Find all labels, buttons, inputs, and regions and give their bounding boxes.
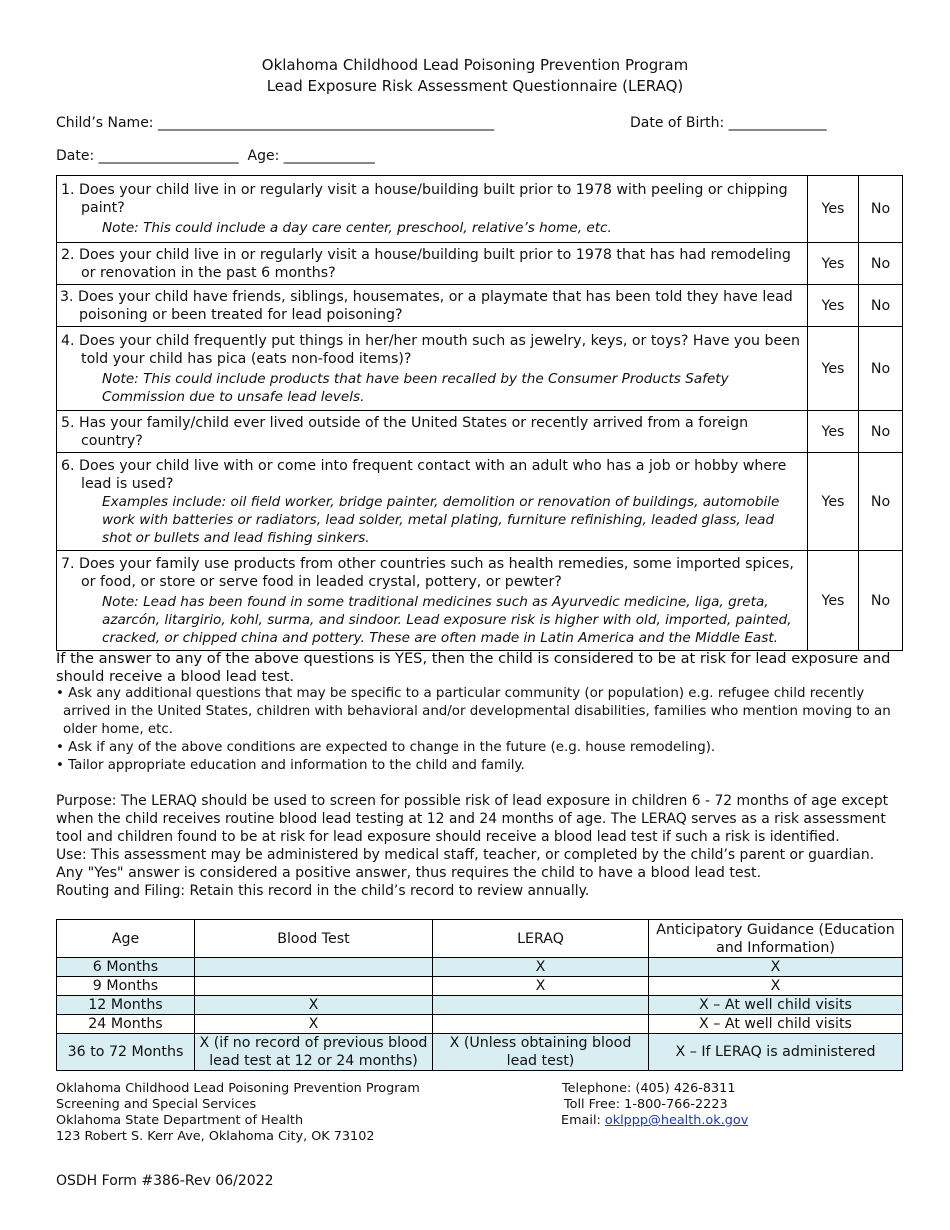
blood-test-cell: X xyxy=(195,996,433,1015)
question-text: 4. Does your child frequently put things in her/her mouth such as jewelry, keys, or toys? Have you been told your child has pica (eats non-food items)? xyxy=(61,332,800,367)
questionnaire-table xyxy=(56,175,903,651)
question-row-7 xyxy=(57,551,903,651)
question-cell xyxy=(57,411,808,453)
question-row-2 xyxy=(57,243,903,285)
question-text: 5. Has your family/child ever lived outside of the United States or recently arrived from a foreign country? xyxy=(61,414,749,449)
question-cell xyxy=(57,551,808,651)
schedule-row xyxy=(57,996,903,1015)
question-note: Note: Lead has been found in some traditional medicines such as Ayurvedic medicine, liga, greta, azarcón, litargirio, kohl, surma, and sindoor. Lead exposure risk is higher with old, imported, painted, cracked, or chipped china and pottery. These are often made in Latin America and the Middle East. xyxy=(102,593,792,646)
address-line: 123 Robert S. Kerr Ave, Oklahoma City, OK 73102 xyxy=(56,1129,375,1144)
no-option[interactable]: No xyxy=(859,285,903,327)
yes-option[interactable]: Yes xyxy=(808,551,859,651)
age-cell: 9 Months xyxy=(57,977,195,996)
document-subtitle: Lead Exposure Risk Assessment Questionnaire (LERAQ) xyxy=(266,77,684,95)
question-text: 7. Does your family use products from other countries such as health remedies, some imported spices, or food, or store or serve food in leaded crystal, pottery, or pewter? xyxy=(61,555,794,590)
no-option[interactable]: No xyxy=(859,327,903,411)
no-option[interactable]: No xyxy=(859,176,903,243)
blood-test-cell: X (if no record of previous blood lead test at 12 or 24 months) xyxy=(195,1034,433,1071)
no-option[interactable]: No xyxy=(859,453,903,551)
guidance-cell: X – At well child visits xyxy=(649,1015,903,1034)
guidance-cell: X xyxy=(649,958,903,977)
schedule-row xyxy=(57,977,903,996)
schedule-row xyxy=(57,1034,903,1071)
yes-option[interactable]: Yes xyxy=(808,176,859,243)
leraq-cell xyxy=(433,996,649,1015)
leraq-cell: X xyxy=(433,977,649,996)
positive-answer-note: Any "Yes" answer is considered a positive answer, thus requires the child to have a blood lead test. xyxy=(56,865,762,881)
yes-option[interactable]: Yes xyxy=(808,243,859,285)
yes-option[interactable]: Yes xyxy=(808,285,859,327)
no-option[interactable]: No xyxy=(859,411,903,453)
leraq-cell: X (Unless obtaining blood lead test) xyxy=(433,1034,649,1071)
telephone: Telephone: (405) 426-8311 xyxy=(562,1081,736,1096)
yes-option[interactable]: Yes xyxy=(808,453,859,551)
question-cell xyxy=(57,176,808,243)
question-cell xyxy=(57,327,808,411)
question-cell xyxy=(57,243,808,285)
leraq-cell xyxy=(433,1015,649,1034)
question-cell xyxy=(57,285,808,327)
question-cell xyxy=(57,453,808,551)
date-age-field: Date: ____________________ Age: _____________ xyxy=(56,148,375,164)
no-option[interactable]: No xyxy=(859,243,903,285)
question-note: Examples include: oil field worker, bridge painter, demolition or renovation of buildings, automobile work with batteries or radiators, lead solder, metal plating, furniture refinishing, leaded glass, lead shot or bullets and lead fishing sinkers. xyxy=(102,493,780,546)
address-line: Oklahoma State Department of Health xyxy=(56,1113,304,1128)
question-text: 1. Does your child live in or regularly visit a house/building built prior to 1978 with peeling or chipping paint? xyxy=(61,182,788,216)
question-note: Note: This could include products that have been recalled by the Consumer Products Safety Commission due to unsafe lead levels. xyxy=(102,370,729,405)
testing-schedule-table xyxy=(56,919,903,1071)
risk-statement: If the answer to any of the above questions is YES, then the child is considered to be at risk for lead exposure and should receive a blood lead test. xyxy=(56,650,891,685)
guidance-cell: X xyxy=(649,977,903,996)
use-paragraph: Use: This assessment may be administered by medical staff, teacher, or completed by the child’s parent or guardian. xyxy=(56,847,875,863)
age-cell: 24 Months xyxy=(57,1015,195,1034)
age-cell: 6 Months xyxy=(57,958,195,977)
yes-option[interactable]: Yes xyxy=(808,327,859,411)
blood-test-cell: X xyxy=(195,1015,433,1034)
question-row-5 xyxy=(57,411,903,453)
question-row-4 xyxy=(57,327,903,411)
question-row-3 xyxy=(57,285,903,327)
question-text: 3. Does your child have friends, siblings, housemates, or a playmate that has been told they have lead poisoning or been treated for lead poisoning? xyxy=(60,288,793,323)
toll-free: Toll Free: 1-800-766-2223 xyxy=(564,1097,728,1112)
guidance-cell: X – At well child visits xyxy=(649,996,903,1015)
document-title: Oklahoma Childhood Lead Poisoning Prevention Program xyxy=(261,56,689,74)
yes-option[interactable]: Yes xyxy=(808,411,859,453)
age-cell: 12 Months xyxy=(57,996,195,1015)
purpose-paragraph: Purpose: The LERAQ should be used to screen for possible risk of lead exposure in children 6 - 72 months of age except when the child receives routine blood lead testing at 12 and 24 months of age. The LERAQ serves as a risk assessment tool and children found to be at risk for lead exposure should receive a blood lead test if such a risk is identified. xyxy=(56,793,889,845)
question-row-1 xyxy=(57,176,903,243)
blood-test-cell xyxy=(195,958,433,977)
guidance-bullets xyxy=(56,685,906,775)
column-header-blood-test: Blood Test xyxy=(195,920,433,958)
column-header-age: Age xyxy=(57,920,195,958)
address-line: Screening and Special Services xyxy=(56,1097,257,1112)
email-label: Email: xyxy=(561,1113,605,1128)
column-header-leraq: LERAQ xyxy=(433,920,649,958)
question-row-6 xyxy=(57,453,903,551)
email-line xyxy=(561,1113,748,1129)
bullet-item: • Ask if any of the above conditions are expected to change in the future (e.g. house remodeling). xyxy=(56,740,716,755)
schedule-row xyxy=(57,958,903,977)
bullet-item: • Tailor appropriate education and information to the child and family. xyxy=(56,758,525,773)
column-header-guidance: Anticipatory Guidance (Education and Information) xyxy=(649,920,903,958)
date-of-birth-field: Date of Birth: ______________ xyxy=(630,115,827,131)
question-note: Note: This could include a day care center, preschool, relative’s home, etc. xyxy=(102,220,612,236)
question-text: 2. Does your child live in or regularly visit a house/building built prior to 1978 that has had remodeling or renovation in the past 6 months? xyxy=(61,246,791,281)
no-option[interactable]: No xyxy=(859,551,903,651)
schedule-row xyxy=(57,1015,903,1034)
email-link[interactable]: oklppp@health.ok.gov xyxy=(604,1113,749,1128)
address-line: Oklahoma Childhood Lead Poisoning Prevention Program xyxy=(56,1081,420,1096)
routing-filing-note: Routing and Filing: Retain this record in the child’s record to review annually. xyxy=(56,883,590,899)
form-number: OSDH Form #386-Rev 06/2022 xyxy=(56,1173,274,1189)
child-name-field: Child’s Name: ________________________________________________ xyxy=(56,115,494,131)
blood-test-cell xyxy=(195,977,433,996)
schedule-header-row xyxy=(57,920,903,958)
program-address xyxy=(56,1081,420,1145)
age-cell: 36 to 72 Months xyxy=(57,1034,195,1071)
leraq-cell: X xyxy=(433,958,649,977)
contact-info xyxy=(561,1081,748,1129)
bullet-item: • Ask any additional questions that may be specific to a particular community (or population) e.g. refugee child recently arrived in the United States, children with behavioral and/or developmental disabilities, families who mention moving to an older home, etc. xyxy=(56,686,891,737)
guidance-cell: X – If LERAQ is administered xyxy=(649,1034,903,1071)
question-text: 6. Does your child live with or come into frequent contact with an adult who has a job or hobby where lead is used? xyxy=(61,457,787,492)
